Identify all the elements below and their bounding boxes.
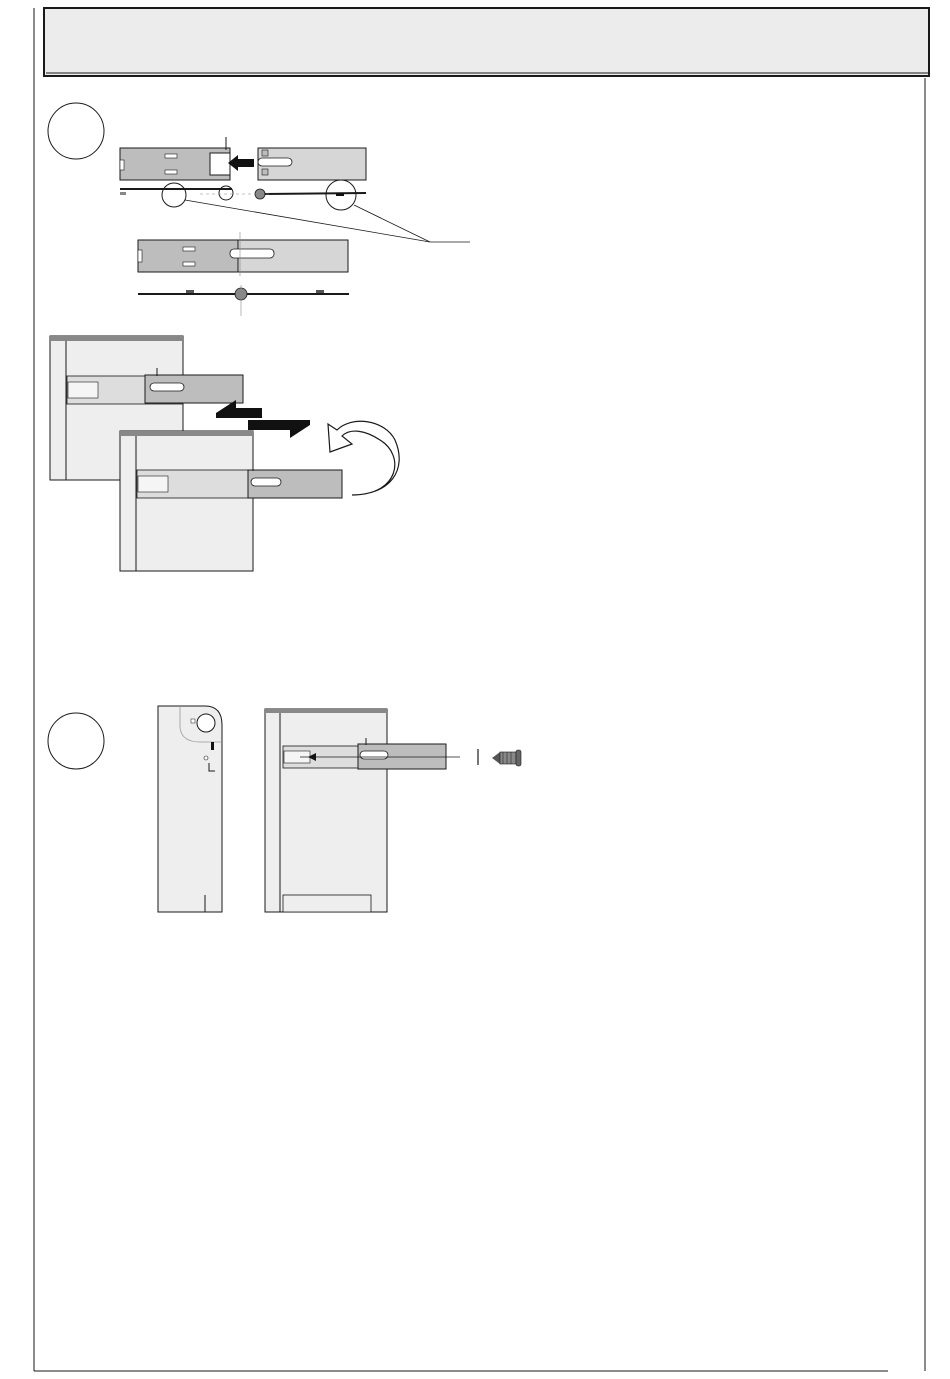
appliance-view-front (120, 431, 342, 571)
hinge-joined-diagram (138, 232, 349, 316)
page-frame (34, 8, 925, 1371)
solid-left-arrow-icon (228, 155, 254, 171)
step-1-circle (48, 103, 104, 159)
step-2-circle (48, 713, 104, 769)
hinge-separated-diagram (120, 137, 470, 242)
screw-icon (492, 750, 521, 766)
header-box (44, 8, 929, 76)
cabinet-screw-view (265, 709, 478, 912)
side-panel-view (158, 706, 222, 912)
